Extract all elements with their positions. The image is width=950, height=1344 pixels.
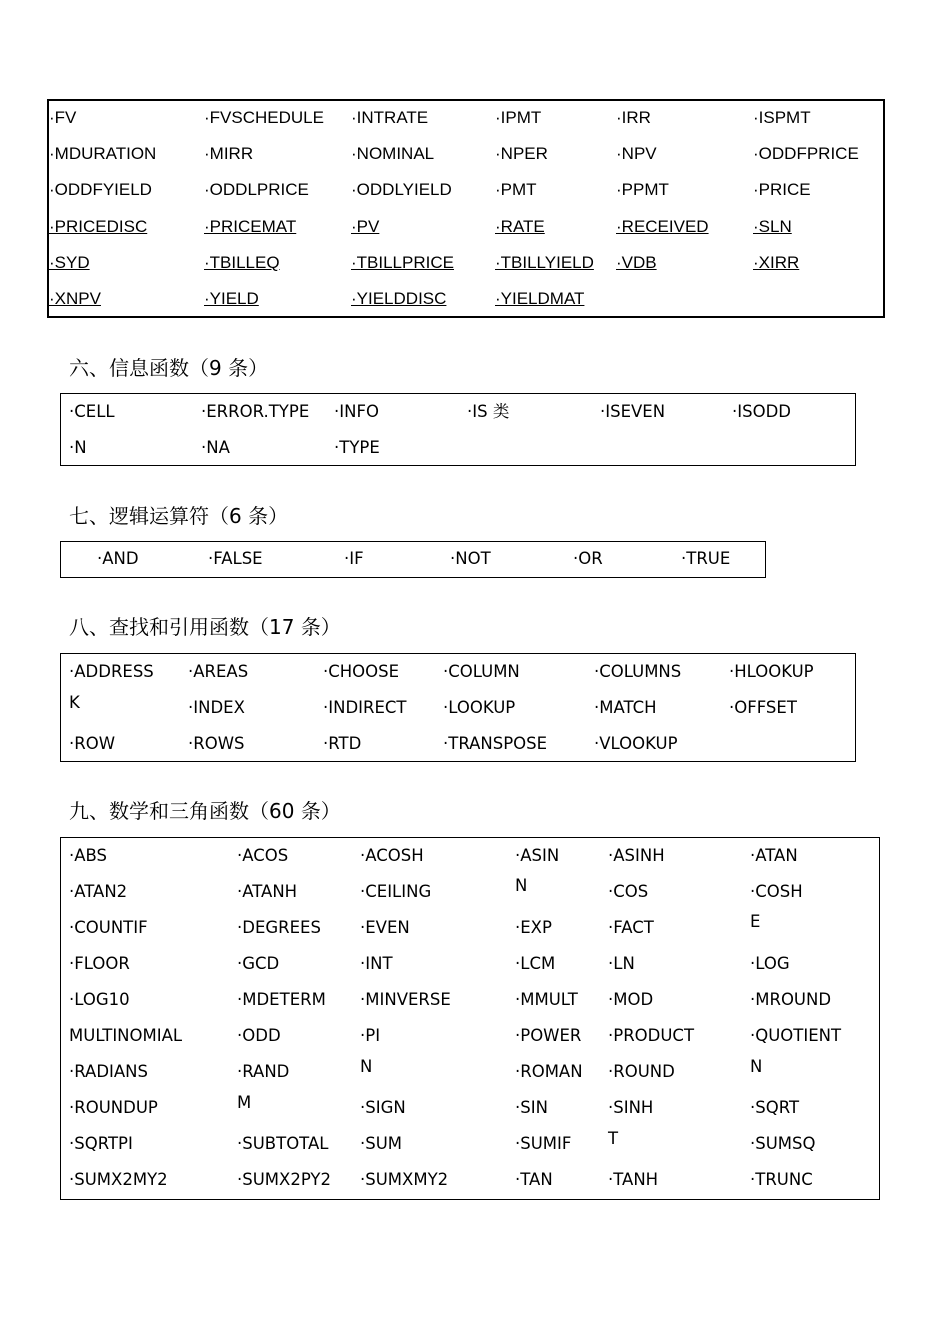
function-item: ·ADDRESS <box>69 662 154 681</box>
function-item: ·ODDLPRICE <box>204 180 309 199</box>
function-item: ·ATAN2 <box>69 882 128 901</box>
function-item: ·PRICEMAT <box>204 217 297 236</box>
function-item: ·PMT <box>495 180 537 199</box>
heading-count: 60 <box>269 799 295 823</box>
function-item: ·EVEN <box>360 918 410 937</box>
function-item: ·ODDFYIELD <box>49 180 152 199</box>
heading-prefix: 八、查找和引用函数（ <box>69 615 269 639</box>
math-functions-table <box>60 837 880 1200</box>
function-item: ·COLUMN <box>443 662 520 681</box>
function-item: ·POWER <box>515 1026 582 1045</box>
function-item: ·NOMINAL <box>351 144 435 163</box>
function-item: ·GCD <box>237 954 280 973</box>
function-item: ·YIELDMAT <box>495 289 585 308</box>
function-item: ·TBILLEQ <box>204 253 280 272</box>
function-item: ·RTD <box>323 734 362 753</box>
function-item: ·VLOOKUP <box>594 734 678 753</box>
logic-operators-heading <box>69 503 288 529</box>
function-item: ·RATE <box>495 217 545 236</box>
heading-suffix: 条） <box>300 799 341 823</box>
function-item: ·SINH <box>608 1098 654 1117</box>
function-item: ·OR <box>573 549 603 568</box>
function-item: ·MDURATION <box>49 144 157 163</box>
function-item: ·TYPE <box>334 438 380 457</box>
heading-suffix: 条） <box>248 504 289 528</box>
function-item: ·AREAS <box>188 662 249 681</box>
function-item: ·ROMAN <box>515 1062 583 1081</box>
function-item: ·SUM <box>360 1134 403 1153</box>
function-item: ·LCM <box>515 954 556 973</box>
function-item: N <box>515 876 528 895</box>
logic-operators-table <box>60 541 766 578</box>
function-item: ·CEILING <box>360 882 432 901</box>
function-item: ·FVSCHEDULE <box>204 108 324 127</box>
function-item: ·ISPMT <box>753 108 811 127</box>
function-item: ·ISEVEN <box>600 402 666 421</box>
lookup-functions-heading <box>69 614 341 640</box>
function-item: ·TAN <box>515 1170 553 1189</box>
heading-prefix: 七、逻辑运算符（ <box>69 504 229 528</box>
function-item: ·ATANH <box>237 882 298 901</box>
function-item: ·XIRR <box>753 253 800 272</box>
function-item: ·PI <box>360 1026 381 1045</box>
function-item: ·QUOTIENT <box>750 1026 842 1045</box>
function-item: ·PRICEDISC <box>49 217 148 236</box>
function-item: ·SUMIF <box>515 1134 572 1153</box>
function-item: ·FALSE <box>208 549 263 568</box>
function-item: ·MOD <box>608 990 654 1009</box>
function-item: ·ASIN <box>515 846 560 865</box>
function-item: ·LOOKUP <box>443 698 516 717</box>
function-item: ·ROWS <box>188 734 245 753</box>
heading-suffix: 条） <box>300 615 341 639</box>
function-item: ·DEGREES <box>237 918 321 937</box>
function-item: ·NPV <box>616 144 657 163</box>
function-item: ·EXP <box>515 918 552 937</box>
function-item: T <box>608 1129 619 1148</box>
function-item: ·CELL <box>69 402 115 421</box>
function-item: ·TBILLPRICE <box>351 253 454 272</box>
function-item: ·PRODUCT <box>608 1026 695 1045</box>
function-item: ·ODD <box>237 1026 281 1045</box>
function-item: ·ROUNDUP <box>69 1098 158 1117</box>
function-item: ·COUNTIF <box>69 918 148 937</box>
heading-count: 9 <box>209 356 222 380</box>
function-item: ·FLOOR <box>69 954 130 973</box>
function-item: ·ODDLYIELD <box>351 180 452 199</box>
function-item: ·COS <box>608 882 649 901</box>
function-item: ·FV <box>49 108 77 127</box>
function-item: ·TRUNC <box>750 1170 813 1189</box>
function-item: ·COSH <box>750 882 803 901</box>
function-item: ·TRANSPOSE <box>443 734 548 753</box>
function-item: ·IPMT <box>495 108 542 127</box>
function-item: ·SIGN <box>360 1098 406 1117</box>
function-item: MULTINOMIAL <box>69 1026 183 1045</box>
function-item: ·RECEIVED <box>616 217 709 236</box>
function-item: ·TRUE <box>681 549 731 568</box>
function-item: ·YIELDDISC <box>351 289 447 308</box>
function-item: ·HLOOKUP <box>729 662 814 681</box>
function-item: ·ROW <box>69 734 116 753</box>
function-item: ·PPMT <box>616 180 669 199</box>
function-item: ·SUBTOTAL <box>237 1134 329 1153</box>
function-item: ·IRR <box>616 108 651 127</box>
function-item: M <box>237 1093 252 1112</box>
function-item: ·XNPV <box>49 289 101 308</box>
function-item: ·LN <box>608 954 635 973</box>
function-item: ·ROUND <box>608 1062 675 1081</box>
function-item: ·ABS <box>69 846 108 865</box>
function-item: ·ODDFPRICE <box>753 144 859 163</box>
function-item: ·ISODD <box>732 402 791 421</box>
function-item: ·LOG10 <box>69 990 130 1009</box>
function-item: ·SYD <box>49 253 90 272</box>
financial-functions-table <box>47 99 885 318</box>
function-item: ·IF <box>344 549 364 568</box>
function-item: N <box>360 1057 373 1076</box>
function-item: ·RAND <box>237 1062 290 1081</box>
function-item: ·IS 类 <box>467 402 510 421</box>
function-item: ·ATAN <box>750 846 798 865</box>
function-item: ·MINVERSE <box>360 990 451 1009</box>
function-item: ·SUMX2PY2 <box>237 1170 331 1189</box>
function-item: ·COLUMNS <box>594 662 682 681</box>
function-item: ·INFO <box>334 402 379 421</box>
function-item: ·OFFSET <box>729 698 797 717</box>
function-item: ·SUMSQ <box>750 1134 816 1153</box>
heading-suffix: 条） <box>228 356 269 380</box>
function-item: ·SUMX2MY2 <box>69 1170 168 1189</box>
function-item: ·FACT <box>608 918 654 937</box>
function-item: ·ACOS <box>237 846 289 865</box>
function-item: ·AND <box>97 549 139 568</box>
function-item: ·SIN <box>515 1098 548 1117</box>
function-item: ·NPER <box>495 144 548 163</box>
function-item: ·SQRTPI <box>69 1134 133 1153</box>
function-item: ·INDEX <box>188 698 245 717</box>
function-item: ·INDIRECT <box>323 698 407 717</box>
function-item: ·INT <box>360 954 393 973</box>
function-item: ·TANH <box>608 1170 659 1189</box>
function-item: ·SQRT <box>750 1098 800 1117</box>
function-item: ·VDB <box>616 253 657 272</box>
function-item: ·MROUND <box>750 990 832 1009</box>
heading-count: 6 <box>229 504 242 528</box>
function-item: ·PRICE <box>753 180 811 199</box>
function-item: ·SUMXMY2 <box>360 1170 449 1189</box>
function-item: ·ACOSH <box>360 846 424 865</box>
function-item: ·ERROR.TYPE <box>201 402 310 421</box>
function-item: ·TBILLYIELD <box>495 253 594 272</box>
lookup-functions-table <box>60 653 856 762</box>
function-item: ·MDETERM <box>237 990 326 1009</box>
function-item: ·LOG <box>750 954 790 973</box>
function-item: ·ASINH <box>608 846 665 865</box>
function-item: ·CHOOSE <box>323 662 400 681</box>
heading-count: 17 <box>269 615 295 639</box>
function-item: ·NOT <box>450 549 491 568</box>
function-item: ·SLN <box>753 217 792 236</box>
function-item: ·MATCH <box>594 698 657 717</box>
function-item: ·N <box>69 438 87 457</box>
function-item: E <box>750 912 761 931</box>
function-item: ·INTRATE <box>351 108 429 127</box>
function-item: K <box>69 693 80 712</box>
function-item: N <box>750 1057 763 1076</box>
math-functions-heading <box>69 798 341 824</box>
heading-prefix: 六、信息函数（ <box>69 356 209 380</box>
function-item: ·YIELD <box>204 289 259 308</box>
info-functions-heading <box>69 355 268 381</box>
function-item: ·NA <box>201 438 230 457</box>
info-functions-table <box>60 393 856 466</box>
function-item: ·MMULT <box>515 990 578 1009</box>
function-item: ·MIRR <box>204 144 254 163</box>
function-item: ·PV <box>351 217 380 236</box>
heading-prefix: 九、数学和三角函数（ <box>69 799 269 823</box>
function-item: ·RADIANS <box>69 1062 149 1081</box>
